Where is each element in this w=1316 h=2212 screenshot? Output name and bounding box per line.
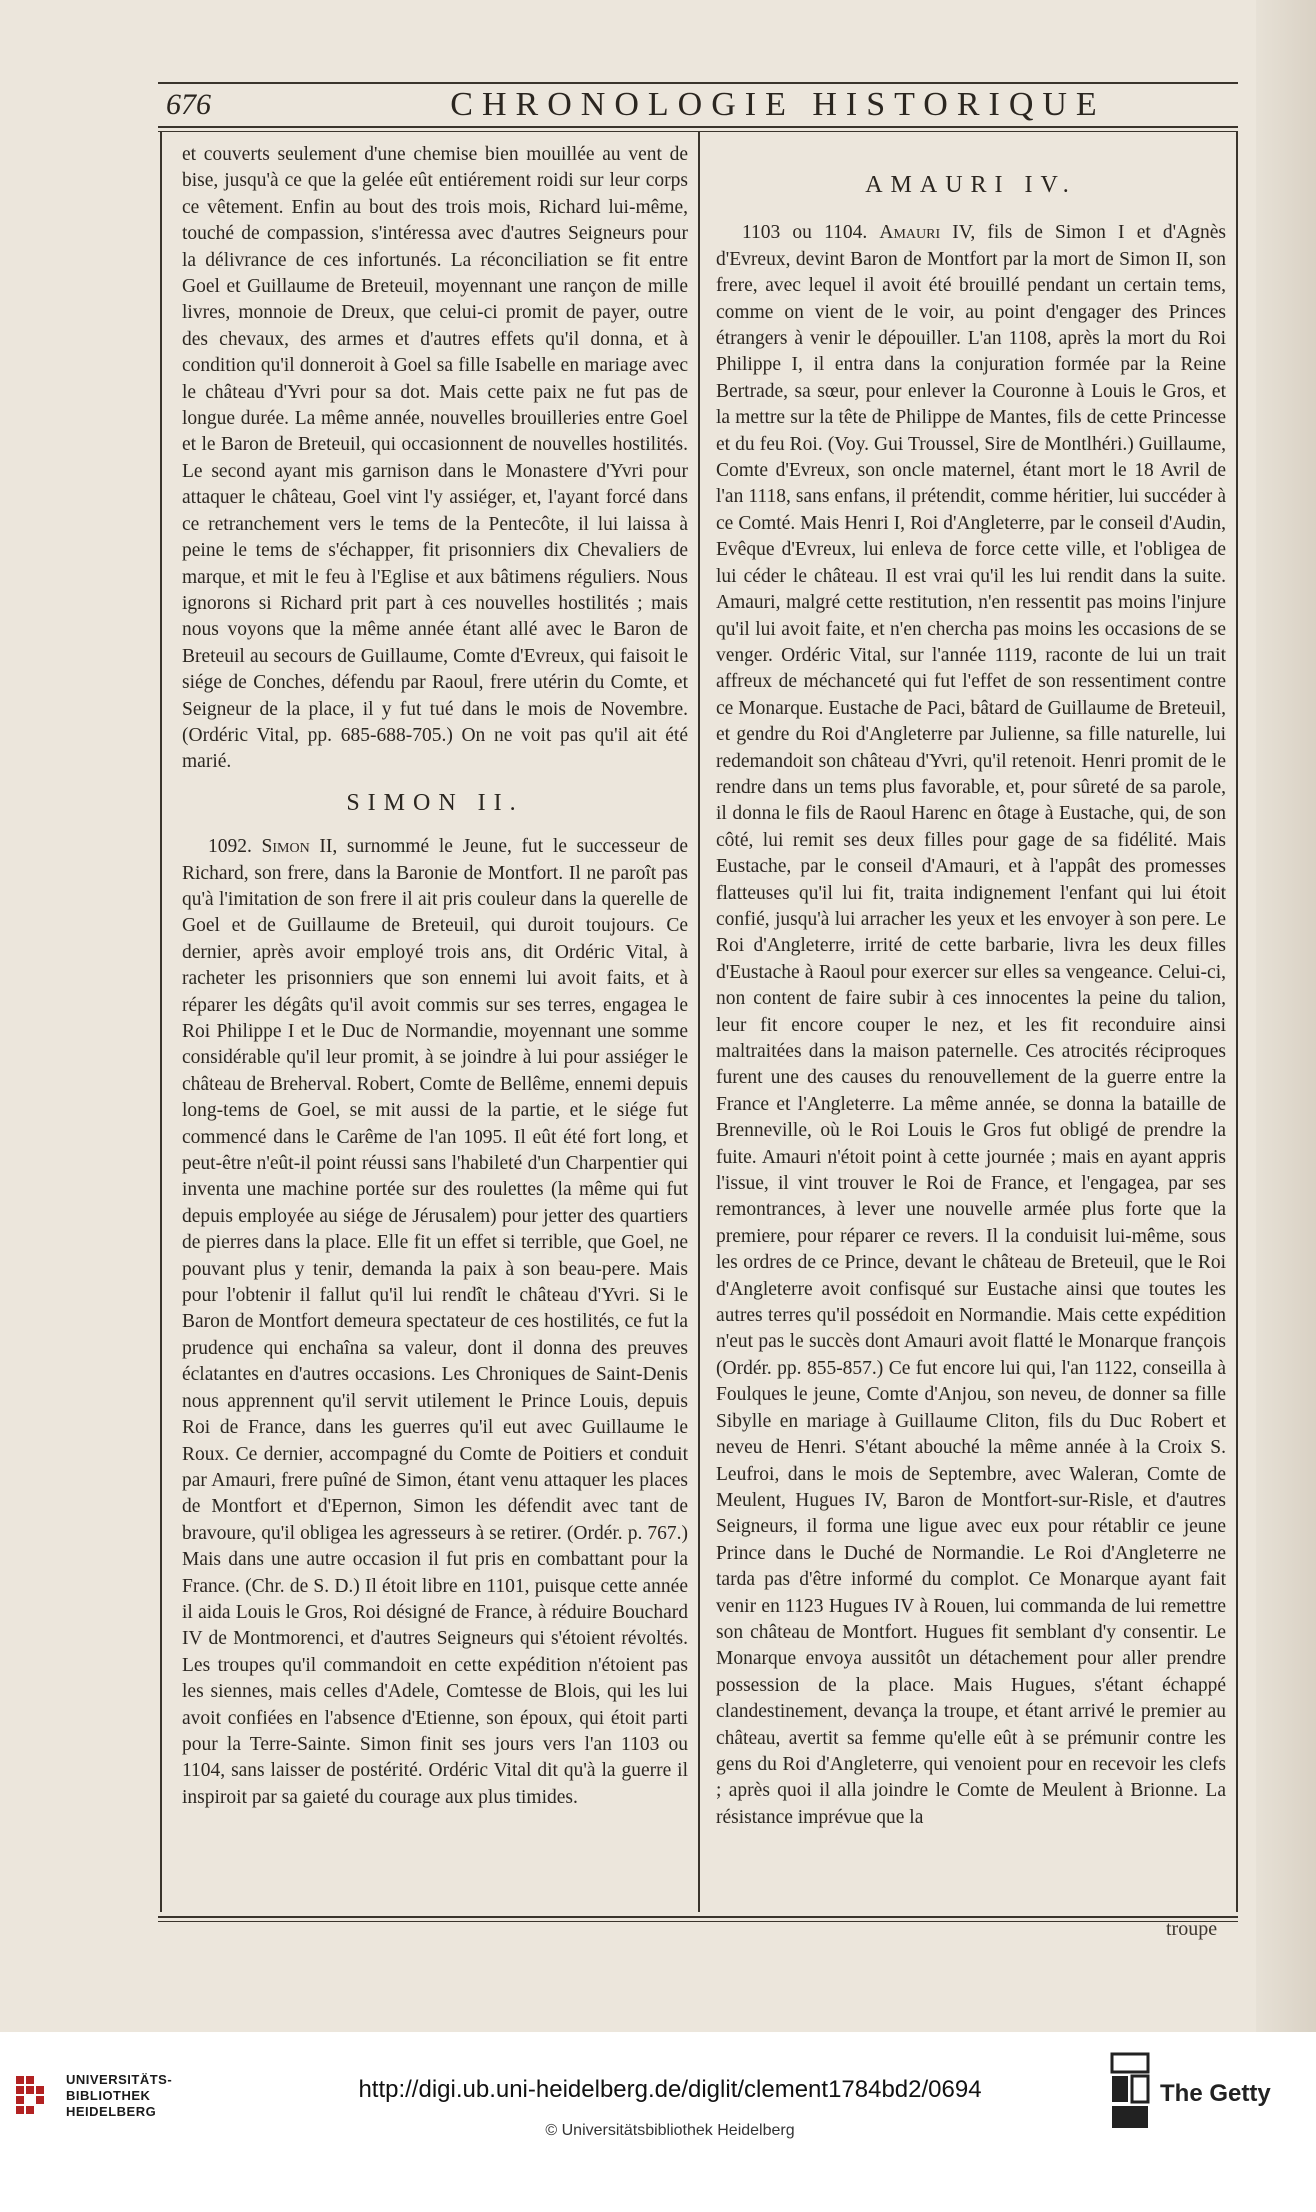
left-paragraph-2 [182, 834, 688, 1811]
entry-text: IV, fils de Simon I et d'Agnès d'Evreux, devint Baron de Montfort par la mort de Simon II, son frere, avec lequel il avoit été brouillé pendant un certain tems, comme on vient de le voir, au point d'engager des Princes étrangers à venir le dépouiller. L'an 1108, après la mort du Roi Philippe I, il entra dans la conjuration formée par la Reine Bertrade, sa sœur, pour enlever la Couronne à Louis le Gros, et la mettre sur la tête de Philippe de Mantes, fils de cette Princesse et du feu Roi. (Voy. Gui Troussel, Sire de Montlhéri.) Guillaume, Comte d'Evreux, son oncle maternel, étant mort le 18 Avril de l'an 1118, sans enfans, il prétendit, comme héritier, lui succéder à ce Comté. Mais Henri I, Roi d'Angleterre, par le conseil d'Audin, Evêque d'Evreux, lui enleva de force cette ville, et l'obligea de lui céder le château. Il est vrai qu'il les lui rendit dans la suite. Amauri, malgré cette restitution, n'en ressentit pas moins l'injure qu'il lui avoit faite, et n'en chercha pas moins les occasions de se venger. Ordéric Vital, sur l'année 1119, raconte de lui un trait affreux de méchanceté qui fut l'effet de son ressentiment contre ce Monarque. Eustache de Paci, bâtard de Guillaume de Breteuil, et gendre du Roi d'Angleterre par Julienne, sa fille naturelle, lui redemandoit son château d'Yvri, qu'il retenoit. Henri promit de le rendre dans un tems plus favorable, et, pour sûreté de sa parole, il donna le fils de Raoul Harenc en ôtage à Eustache, qui, de son côté, lui remit ses deux filles pour gage de sa fidélité. Mais Eustache, par le conseil d'Amauri, et à l'appât des promesses flatteuses qu'il lui fit, traita indignement l'enfant qui lui étoit confié, jusqu'à lui arracher les yeux et les envoyer à son pere. Le Roi d'Angleterre, irrité de cette barbarie, livra les deux filles d'Eustache à Raoul pour exercer sur elles sa vengeance. Celui-ci, non content de faire subir à ces innocentes la peine du talion, leur fit encore couper le nez, et les fit reconduire ainsi maltraitées dans la maison paternelle. Ces atrocités réciproques furent une des causes du renouvellement de la guerre entre la France et l'Angleterre. La même année, se donna la bataille de Brenneville, où le Roi Louis le Gros fut obligé de prendre la fuite. Amauri n'étoit point à cette journée ; mais en ayant appris l'issue, il vint trouver le Roi de France, et l'engagea, par ses remontrances, à lever une nouvelle armée plus forte que la premiere, pour réparer ce revers. Il la conduisit lui-même, sous les ordres de ce Prince, devant le château de Breteuil, que le Roi d'Angleterre avoit confisqué sur Eustache ainsi que toutes les autres terres qu'il possédoit en Normandie. Mais cette expédition n'eut pas le succès dont Amauri avoit flatté le Monarque françois (Ordér. pp. 855-857.) Ce fut encore lui qui, l'an 1122, conseilla à Foulques le jeune, Comte d'Anjou, son neveu, de donner sa fille Sibylle en mariage à Guillaume Cliton, fils du Duc Robert et neveu de Henri. S'étant abouché la même année à la Croix S. Leufroi, dans le mois de Septembre, avec Waleran, Comte de Meulent, Hugues IV, Baron de Montfort-sur-Risle, et d'autres Seigneurs, il forma une ligue avec eux pour rétablir ce jeune Prince dans le Duché de Normandie. Le Roi d'Angleterre ne tarda pas d'être informé du complot. Ce Monarque ayant fait venir en 1123 Hugues IV à Rouen, lui commanda de lui remettre son château de Montfort. Hugues fit semblant d'y consentir. Le Monarque envoya aussitôt un détachement pour aller prendre possession de la place. Mais Hugues, s'étant échappé clandestinement, devança la troupe, et étant arrivé le premier au château, avertit sa femme qu'elle eût à se prémunir contre les gens du Roi d'Angleterre, qui venoient pour en recevoir les clefs ; après quoi il alla joindre le Comte de Meulent à Brionne. La résistance imprévue que la [716, 222, 1227, 1828]
permalink-url[interactable]: http://digi.ub.uni-heidelberg.de/diglit/clement1784bd2/0694 [358, 2076, 982, 2103]
footer-rule [158, 1916, 1238, 1922]
entry-date: 1103 ou 1104. [742, 222, 868, 244]
header-rule-top [158, 82, 1238, 84]
entry-name: Amauri [879, 222, 941, 244]
entry-text: II, surnommé le Jeune, fut le successeur de Richard, son frere, dans la Baronie de Montfort. Il ne paroît pas qu'à l'imitation de son frere il ait pris couleur dans la querelle de Goel et de Guillaume de Breteuil, qui duroit toujours. Ce dernier, après avoir employé trois ans, dit Ordéric Vital, à racheter les prisonniers que son ennemi lui avoit faits, et à réparer les dégâts qu'il avoit commis sur ses terres, engagea le Roi Philippe I et le Duc de Normandie, moyennant une somme considérable qu'il leur promit, à se joindre à lui pour assiéger le château de Breherval. Robert, Comte de Bellême, ennemi depuis long-tems de Goel, se mit aussi de la partie, et le siége fut commencé dans le Carême de l'an 1095. Il eût été fort long, et peut-être n'eût-il point réussi sans l'habileté d'un Charpentier qui inventa une machine portée sur des roulettes (la même qui fut depuis employée au siége de Jérusalem) pour jetter des quartiers de pierres dans la place. Elle fit un effet si terrible, que Goel, ne pouvant plus y tenir, demanda la paix à son beau-pere. Mais pour l'obtenir il fallut qu'il lui rendît le château d'Yvri. Si le Baron de Montfort demeura spectateur de ces hostilités, ce fut la prudence qui enchaîna sa valeur, dont il donna des preuves éclatantes en d'autres occasions. Les Chroniques de Saint-Denis nous apprennent qu'il servit utilement le Prince Louis, depuis Roi de France, dans les guerres qu'il eut avec Guillaume le Roux. Ce dernier, accompagné du Comte de Poitiers et conduit par Amauri, frere puîné de Simon, étant venu attaquer les places de Montfort et d'Epernon, Simon les défendit avec tant de bravoure, qu'il obligea les agresseurs à se retirer. (Ordér. p. 767.) Mais dans une autre occasion il fut pris en combattant pour la France. (Chr. de S. D.) Il étoit libre en 1101, puisque cette année il aida Louis le Gros, Roi désigné de France, à réduire Bouchard IV de Montmorenci, et d'autres Seigneurs qui s'étoient révoltés. Les troupes qu'il commandoit en cette expédition n'étoient pas les siennes, mais celles d'Adele, Comtesse de Blois, qui les lui avoit confiées en l'absence d'Etienne, son époux, qui étoit parti pour la Terre-Sainte. Simon finit ses jours vers l'an 1103 ou 1104, sans laisser de postérité. Ordéric Vital dit qu'à la guerre il inspiroit par sa gaieté du courage aux plus timides. [182, 836, 688, 1808]
running-head-title: CHRONOLOGIE HISTORIQUE [450, 86, 1106, 123]
entry-date: 1092. [208, 836, 252, 858]
page-number: 676 [166, 88, 211, 121]
page-edge [1256, 0, 1316, 2032]
viewer-footer [0, 2032, 1316, 2212]
university-library-name: UNIVERSITÄTS- BIBLIOTHEK HEIDELBERG [66, 2072, 173, 2119]
entry-name: Simon [261, 836, 310, 858]
catchword: troupe [1166, 1918, 1218, 1940]
right-paragraph-1 [716, 220, 1226, 1831]
left-column [160, 132, 702, 1912]
university-library-logo-icon [14, 2072, 54, 2120]
section-title-amauri-iv: AMAURI IV. [865, 172, 1077, 198]
left-paragraph-1: et couverts seulement d'une chemise bien mouillée au vent de bise, jusqu'à ce que la gelée eût entiérement roidi sur leur corps ce vêtement. Enfin au bout des trois mois, Richard lui-même, touché de compassion, s'intéressa avec d'autres Seigneurs pour la délivrance de ces infortunés. La réconciliation se fit entre Goel et Guillaume de Breteuil, moyennant une rançon de mille livres, monnoie de Dreux, que celui-ci promit de payer, outre des chevaux, des armes et d'autres effets qu'il donna, et à condition qu'il donneroit à Goel sa fille Isabelle en mariage avec le château d'Yvri pour sa dot. Mais cette paix ne fut pas de longue durée. La même année, nouvelles brouilleries entre Goel et le Baron de Breteuil, qui occasionnent de nouvelles hostilités. Le second ayant mis garnison dans le Monastere d'Yvri pour attaquer le château, Goel vint l'y assiéger, et, l'ayant forcé dans ce retranchement vers le tems de la Pentecôte, il lui laissa à peine le tems de s'échapper, fit prisonniers dix Chevaliers de marque, et mit le feu à l'Eglise et aux bâtimens réguliers. Nous ignorons si Richard prit part à ces nouvelles hostilités ; mais nous voyons que la même année étant allé avec le Baron de Breteuil au secours de Guillaume, Comte d'Evreux, qui faisoit le siége de Conches, défendu par Raoul, frere utérin du Comte, et Seigneur de la place, il y fut tué dans le mois de Novembre. (Ordéric Vital, pp. 685-688-705.) On ne voit pas qu'il ait été marié. [182, 144, 688, 773]
section-title-simon-ii: SIMON II. [346, 789, 524, 816]
copyright-notice: © Universitätsbibliothek Heidelberg [545, 2122, 795, 2139]
getty-name: The Getty [1160, 2080, 1271, 2107]
right-column [698, 132, 1238, 1912]
running-head [158, 86, 1238, 126]
getty-logo-icon [1110, 2052, 1150, 2132]
